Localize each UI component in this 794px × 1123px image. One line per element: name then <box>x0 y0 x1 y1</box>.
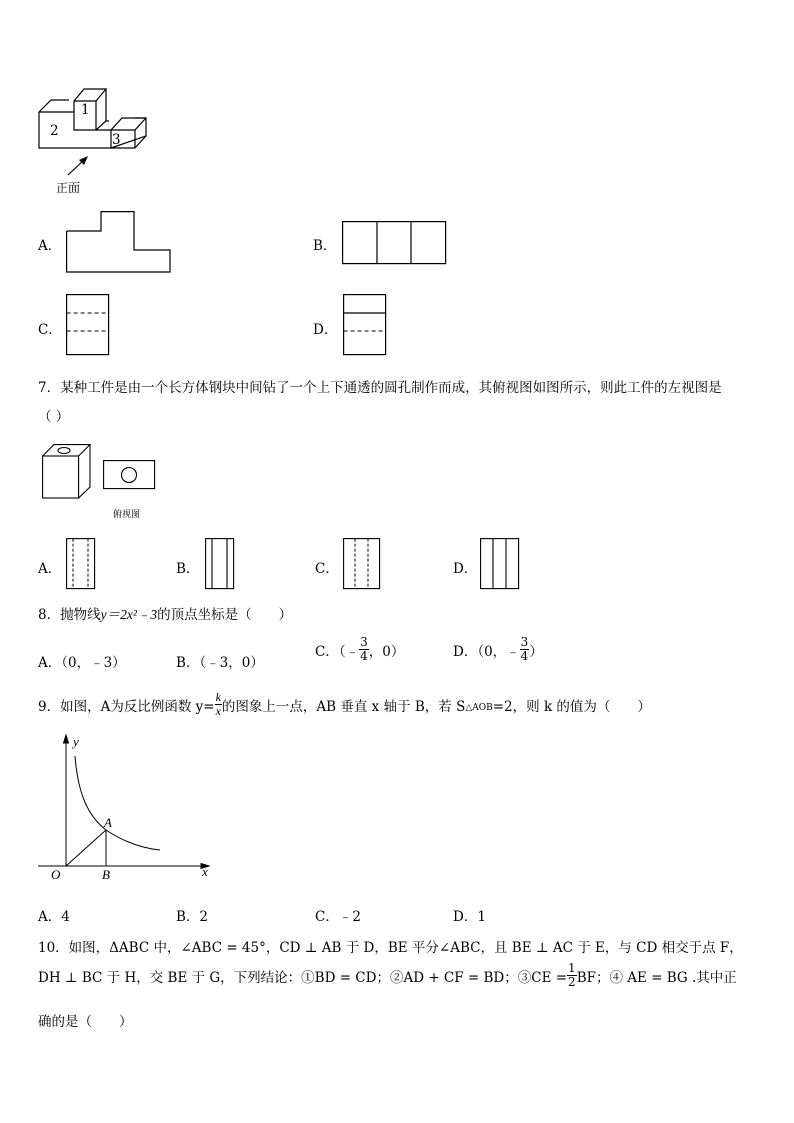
q8-option-c-prefix: C．（﹣ <box>315 643 360 660</box>
q9-question <box>38 691 651 718</box>
top-view-caption: 俯视图 <box>113 510 141 520</box>
inverse-function-graph <box>36 734 216 884</box>
q8-option-d-suffix: ） <box>529 643 543 660</box>
front-label: 正面 <box>56 181 81 195</box>
q9-suffix-1: 的图象上一点，AB 垂直 x 轴于 B，若 S <box>221 698 466 715</box>
steel-block-figure <box>42 444 94 500</box>
graph-x-label: x <box>202 864 208 879</box>
q9-fraction <box>215 691 222 718</box>
q8-option-d-prefix: D．（0，﹣ <box>453 643 520 660</box>
q7-text-line2: （ ） <box>38 409 70 425</box>
graph-y-label: y <box>73 734 79 749</box>
q6-option-c-figure <box>66 294 110 356</box>
q9-subscript: △AOB <box>465 702 493 713</box>
q10-line2-suffix: BF；④ AE = BG .其中正 <box>576 969 737 986</box>
q10-line1: 10．如图，ΔABC 中，∠ABC = 45°，CD ⊥ AB 于 D，BE 平分∠ABC，且 BE ⊥ AC 于 E，与 CD 相交于点 F， <box>38 940 743 956</box>
q8-option-c-num: 3 <box>360 635 368 649</box>
q8-option-d-den: 4 <box>520 649 529 663</box>
graph-point-b-label: B <box>102 867 110 882</box>
q7-option-d-figure <box>480 538 520 590</box>
q9-option-d: D．1 <box>453 909 486 925</box>
q9-option-c: C．﹣2 <box>315 909 361 925</box>
graph-point-a-label: A <box>104 815 112 830</box>
q8-option-d <box>453 636 543 663</box>
front-arrow-icon <box>66 155 90 177</box>
q8-option-b: B．（﹣3，0） <box>176 655 264 671</box>
q6-option-b-figure <box>342 221 447 265</box>
top-view-figure <box>103 460 156 490</box>
q7-option-d: D． <box>453 561 478 577</box>
q7-option-a-figure <box>66 538 96 590</box>
q6-option-b: B． <box>313 238 337 254</box>
q7-option-b: B． <box>176 561 200 577</box>
q9-option-b: B．2 <box>176 909 209 925</box>
q6-option-c: C． <box>38 322 62 338</box>
q10-frac-den: 2 <box>568 975 576 989</box>
q8-option-d-fraction <box>520 636 530 663</box>
q8-suffix: 的顶点坐标是（ ） <box>157 607 293 623</box>
q8-option-c-suffix: ，0） <box>368 643 405 660</box>
q9-prefix: 9．如图，A为反比例函数 y= <box>38 698 215 715</box>
q8-option-c-fraction <box>359 636 369 663</box>
q10-line2 <box>38 962 737 989</box>
q9-frac-den: x <box>215 704 221 718</box>
q7-option-b-figure <box>205 538 235 590</box>
q9-option-a: A．4 <box>38 909 70 925</box>
q6-option-d-figure <box>343 294 387 356</box>
q8-option-d-num: 3 <box>520 635 529 649</box>
q7-option-c-figure <box>343 538 381 590</box>
q9-suffix-2: =2，则 k 的值为（ ） <box>492 698 651 715</box>
q10-fraction <box>567 962 577 989</box>
block-label-3: 3 <box>112 132 121 148</box>
q8-option-c <box>315 636 404 663</box>
q7-option-a: A． <box>38 561 62 577</box>
q8-option-a: A．（0，﹣3） <box>38 655 126 671</box>
q8-question <box>38 603 292 623</box>
q6-option-a-figure <box>66 211 172 273</box>
q7-option-c: C． <box>315 561 339 577</box>
q10-frac-num: 1 <box>568 961 576 975</box>
q8-formula: y＝2x²﹣3 <box>100 607 158 622</box>
q8-option-c-den: 4 <box>360 649 368 663</box>
q8-prefix: 8．抛物线 <box>38 607 101 623</box>
block-label-1: 1 <box>81 102 90 118</box>
q10-line2-prefix: DH ⊥ BC 于 H，交 BE 于 G，下列结论：①BD = CD；②AD + CF = BD；③CE = <box>38 969 568 986</box>
q6-option-a: A． <box>38 238 62 254</box>
graph-origin-label: O <box>51 867 61 882</box>
block-label-2: 2 <box>50 123 59 139</box>
q10-line3: 确的是（ ） <box>38 1014 133 1030</box>
q7-text-line1: 7．某种工件是由一个长方体钢块中间钻了一个上下通透的圆孔制作而成，其俯视图如图所示，则此工件的左视图是 <box>38 380 722 396</box>
solid-block-figure <box>36 80 156 160</box>
q6-option-d: D． <box>313 322 338 338</box>
q9-frac-num: k <box>215 690 221 704</box>
